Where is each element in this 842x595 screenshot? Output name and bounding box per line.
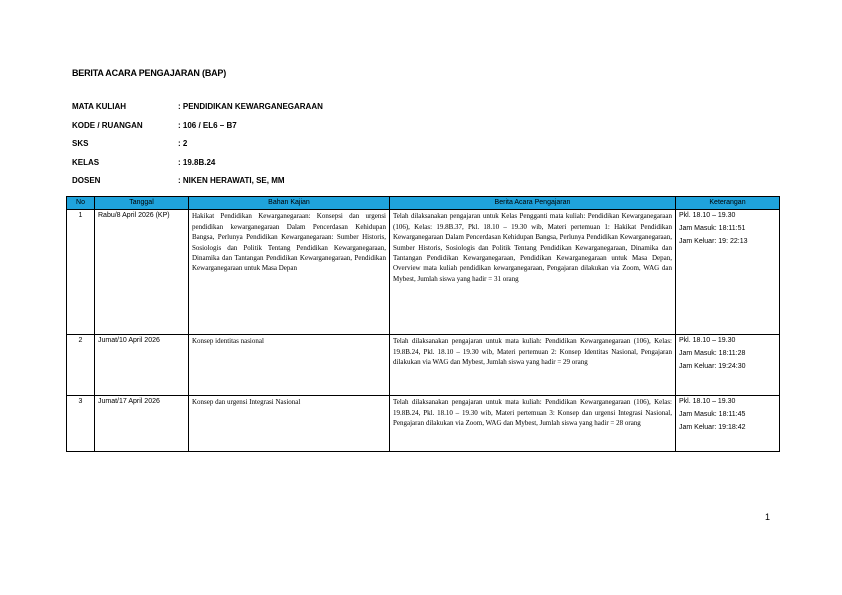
row-number: 1 xyxy=(67,210,95,335)
row-notes xyxy=(676,210,780,335)
header-record: Berita Acara Pengajaran xyxy=(390,197,676,210)
document-title: BERITA ACARA PENGAJARAN (BAP) xyxy=(72,68,227,78)
row-date: Jumat/10 April 2026 xyxy=(95,335,189,396)
course-code-row xyxy=(72,121,323,140)
lecturer-label: DOSEN xyxy=(72,176,101,185)
sks-label: SKS xyxy=(72,139,89,148)
table-header-row xyxy=(67,197,780,210)
row-date: Rabu/8 April 2026 (KP) xyxy=(95,210,189,335)
page-number: 1 xyxy=(765,512,771,522)
course-name-row xyxy=(72,102,323,121)
check-in-time: Jam Masuk: 18:11:28 xyxy=(679,350,746,358)
course-info xyxy=(72,102,323,195)
course-code-label: KODE / RUANGAN xyxy=(72,120,143,130)
course-name-label: MATA KULIAH xyxy=(72,102,127,111)
row-topic: Konsep identitas nasional xyxy=(189,335,390,396)
table-row xyxy=(67,210,780,335)
table-row xyxy=(67,335,780,396)
check-out-time: Jam Keluar: 19: 22:13 xyxy=(679,238,748,246)
teaching-record-table xyxy=(66,196,780,452)
sks-row xyxy=(72,139,323,158)
header-date: Tanggal xyxy=(95,197,189,210)
row-topic: Konsep dan urgensi Integrasi Nasional xyxy=(189,396,390,452)
row-topic: Hakikat Pendidikan Kewarganegaraan: Konsepsi dan urgensi pendidikan kewarganegaraan Dalam Pencerdasan Kehidupan Bangsa, Perlunya Pendidikan Kewarganegaraan: Sumber Historis, Sosiologis dan Politik Tentang Pendidikan Kewarganegaraan, Dinamika dan Tantangan Pendidikan Kewarganegaraan, Pendidikan Kewarganegaraan untuk Masa Depan xyxy=(189,210,390,335)
row-notes xyxy=(676,396,780,452)
row-date: Jumat/17 April 2026 xyxy=(95,396,189,452)
lecturer-value: : NIKEN HERAWATI, SE, MM xyxy=(178,176,285,185)
check-out-time: Jam Keluar: 19:18:42 xyxy=(679,424,746,432)
lecturer-row xyxy=(72,176,323,195)
check-in-time: Jam Masuk: 18:11:51 xyxy=(679,225,746,233)
row-record: Telah dilaksanakan pengajaran untuk Kelas Pengganti mata kuliah: Pendidikan Kewarganegaraan (106), Kelas: 19.8B.37, Pkl. 18.10 – 19.30 wib, Materi pertemuan 1: Hakikat Pendidikan Kewarganegaraan Dalam Pencerdasan Kehidupan Bangsa, Perlunya Pendidikan Kewarganegaraan, Sumber Historis, Sosiologis dan Politik Tentang Pendidikan Kewarganegaraan, Dinamika dan Tantangan Pendidikan Kewarganegaraan, Pendidikan Kewarganegaraan untuk Masa Depan, Overview mata kuliah pendidikan kewarganegaraan, Pengajaran dilakukan via Zoom, WAG dan Mybest, Jumlah siswa yang hadir = 31 orang xyxy=(390,210,676,335)
time-slot: Pkl. 18.10 – 19.30 xyxy=(679,337,736,345)
class-value: : 19.8B.24 xyxy=(178,157,216,167)
check-out-time: Jam Keluar: 19:24:30 xyxy=(679,363,746,371)
time-slot: Pkl. 18.10 – 19.30 xyxy=(679,212,736,220)
row-record: Telah dilaksanakan pengajaran untuk mata kuliah: Pendidikan Kewarganegaraan (106), Kelas: 19.8B.24, Pkl. 18.10 – 19.30 wib, Materi pertemuan 2: Konsep Identitas Nasional, Pengajaran dilakukan via WAG dan Mybest, Jumlah siswa yang hadir = 29 orang xyxy=(390,335,676,396)
check-in-time: Jam Masuk: 18:11:45 xyxy=(679,411,746,419)
header-notes: Keterangan xyxy=(676,197,780,210)
header-no: No xyxy=(67,197,95,210)
row-notes xyxy=(676,335,780,396)
course-code-value: : 106 / EL6 – B7 xyxy=(178,120,237,130)
row-number: 2 xyxy=(67,335,95,396)
class-row xyxy=(72,158,323,177)
course-name-value: : PENDIDIKAN KEWARGANEGARAAN xyxy=(178,102,323,111)
class-label: KELAS xyxy=(72,157,100,167)
sks-value: : 2 xyxy=(178,139,188,148)
table-row xyxy=(67,396,780,452)
row-record: Telah dilaksanakan pengajaran untuk mata kuliah: Pendidikan Kewarganegaraan (106), Kelas: 19.8B.24, Pkl. 18.10 – 19.30 wib, Materi pertemuan 3: Konsep dan urgensi Integrasi Nasional, Pengajaran dilakukan via Zoom, WAG dan Mybest, Jumlah siswa yang hadir = 28 orang xyxy=(390,396,676,452)
time-slot: Pkl. 18.10 – 19.30 xyxy=(679,398,736,406)
header-topic: Bahan Kajian xyxy=(189,197,390,210)
row-number: 3 xyxy=(67,396,95,452)
